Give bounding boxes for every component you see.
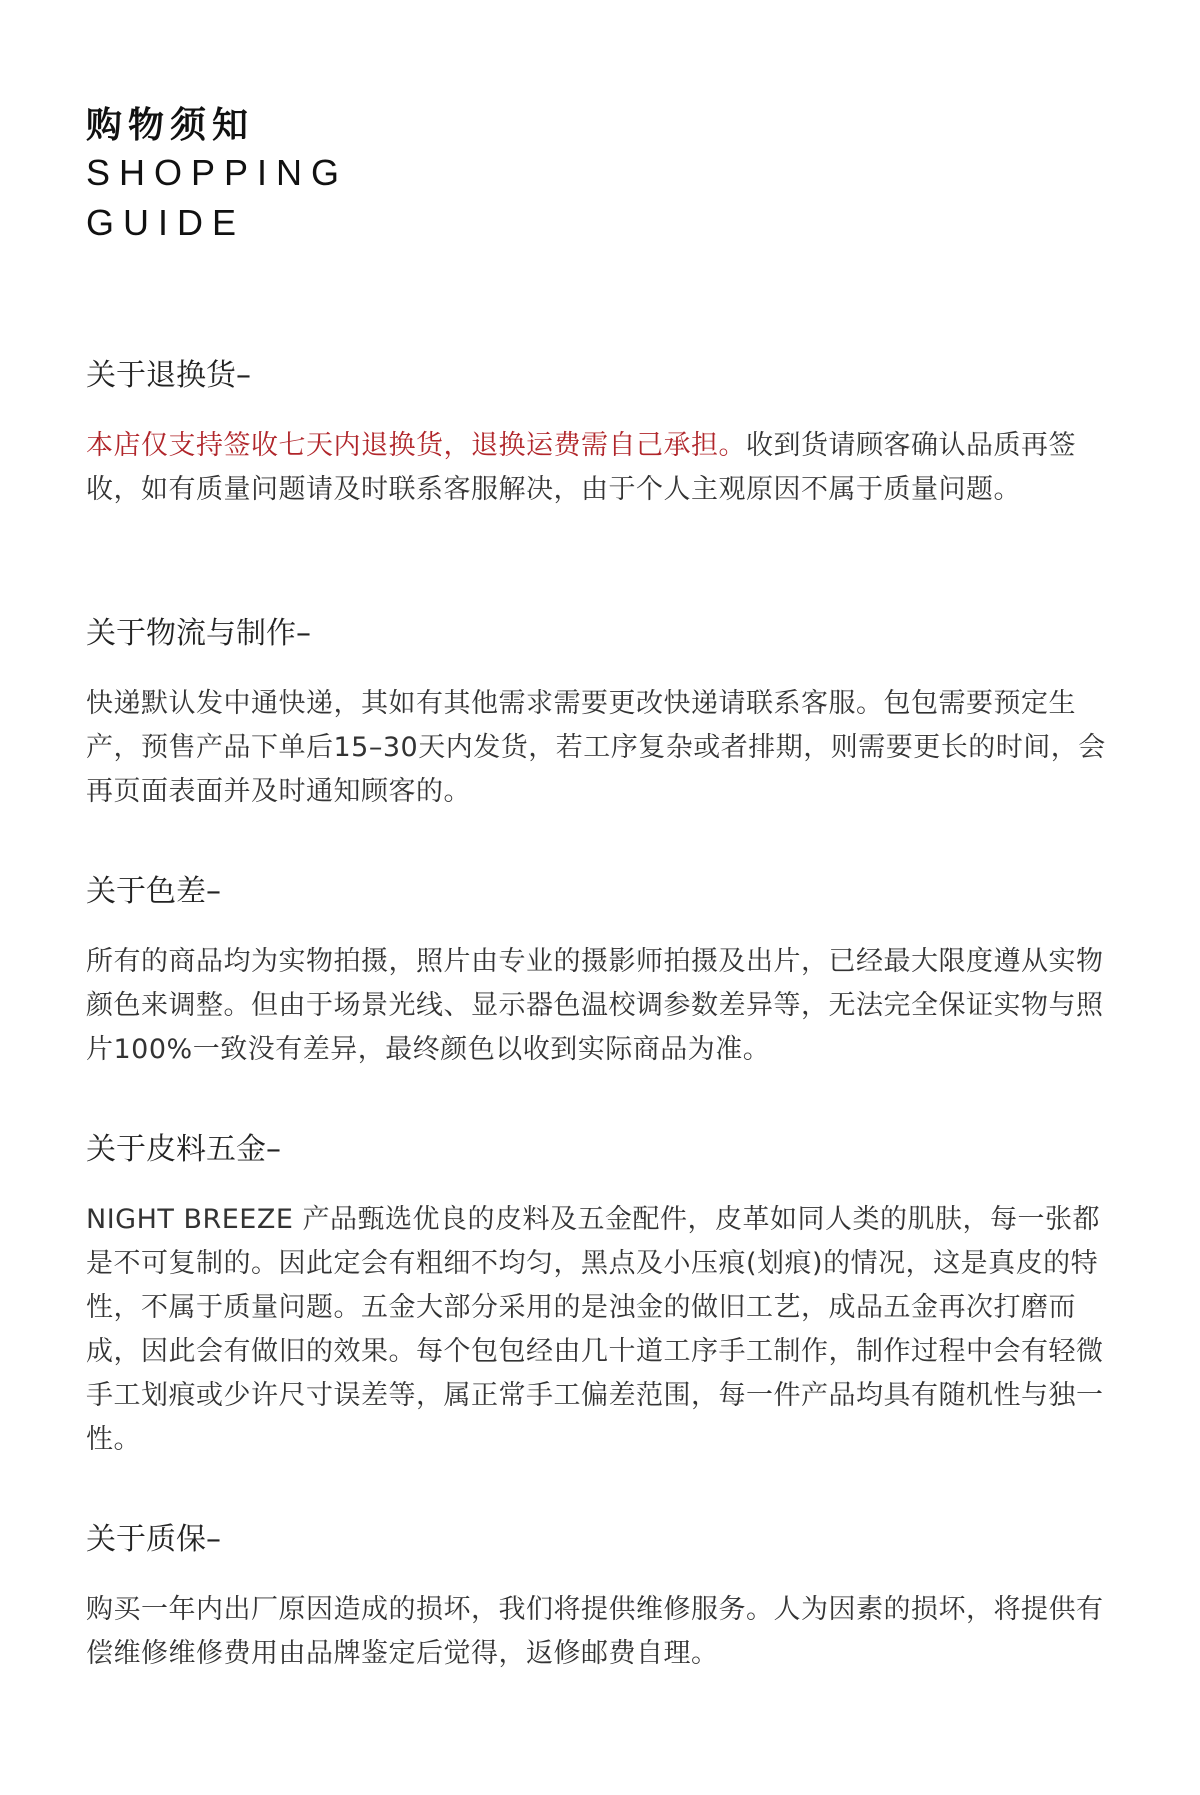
- section-title-leather-hardware: 关于皮料五金–: [86, 1132, 281, 1167]
- section-title-logistics: 关于物流与制作–: [86, 616, 311, 651]
- section-returns: [86, 356, 1116, 512]
- section-title-warranty: 关于质保–: [86, 1522, 221, 1557]
- section-warranty: [86, 1520, 1116, 1676]
- page-header: [86, 104, 348, 248]
- section-title-returns: 关于退换货–: [86, 358, 251, 393]
- returns-policy-highlight: 本店仅支持签收七天内退换货，退换运费需自己承担。: [86, 430, 746, 461]
- section-color-difference: [86, 872, 1116, 1072]
- section-title-color-difference: 关于色差–: [86, 874, 221, 909]
- section-body-color-difference: 所有的商品均为实物拍摄，照片由专业的摄影师拍摄及出片，已经最大限度遵从实物颜色来调整。但由于场景光线、显示器色温校调参数差异等，无法完全保证实物与照片100%一致没有差异，最终颜色以收到实际商品为准。: [86, 946, 1104, 1065]
- returns-policy-text: 收到货请顾客确认品质再签收，如有质量问题请及时联系客服解决，由于个人主观原因不属于质量问题。: [86, 430, 1076, 505]
- section-logistics: [86, 614, 1116, 814]
- page-title-chinese: 购物须知: [86, 105, 255, 146]
- section-body-leather-hardware: NIGHT BREEZE 产品甄选优良的皮料及五金配件，皮革如同人类的肌肤，每一张都是不可复制的。因此定会有粗细不均匀，黑点及小压痕(划痕)的情况，这是真皮的特性，不属于质量问题。五金大部分采用的是浊金的做旧工艺，成品五金再次打磨而成，因此会有做旧的效果。每个包包经由几十道工序手工制作，制作过程中会有轻微手工划痕或少许尺寸误差等，属正常手工偏差范围，每一件产品均具有随机性与独一性。: [86, 1204, 1104, 1455]
- page-title-english-line-2: GUIDE: [86, 202, 246, 243]
- page-title-english-line-1: SHOPPING: [86, 152, 349, 193]
- section-body-returns: [86, 424, 1116, 512]
- section-body-warranty: 购买一年内出厂原因造成的损坏，我们将提供维修服务。人为因素的损坏，将提供有偿维修维修费用由品牌鉴定后觉得，返修邮费自理。: [86, 1594, 1104, 1669]
- section-leather-hardware: [86, 1130, 1116, 1462]
- section-body-logistics: 快递默认发中通快递，其如有其他需求需要更改快递请联系客服。包包需要预定生产，预售产品下单后15–30天内发货，若工序复杂或者排期，则需要更长的时间，会再页面表面并及时通知顾客的。: [86, 688, 1106, 807]
